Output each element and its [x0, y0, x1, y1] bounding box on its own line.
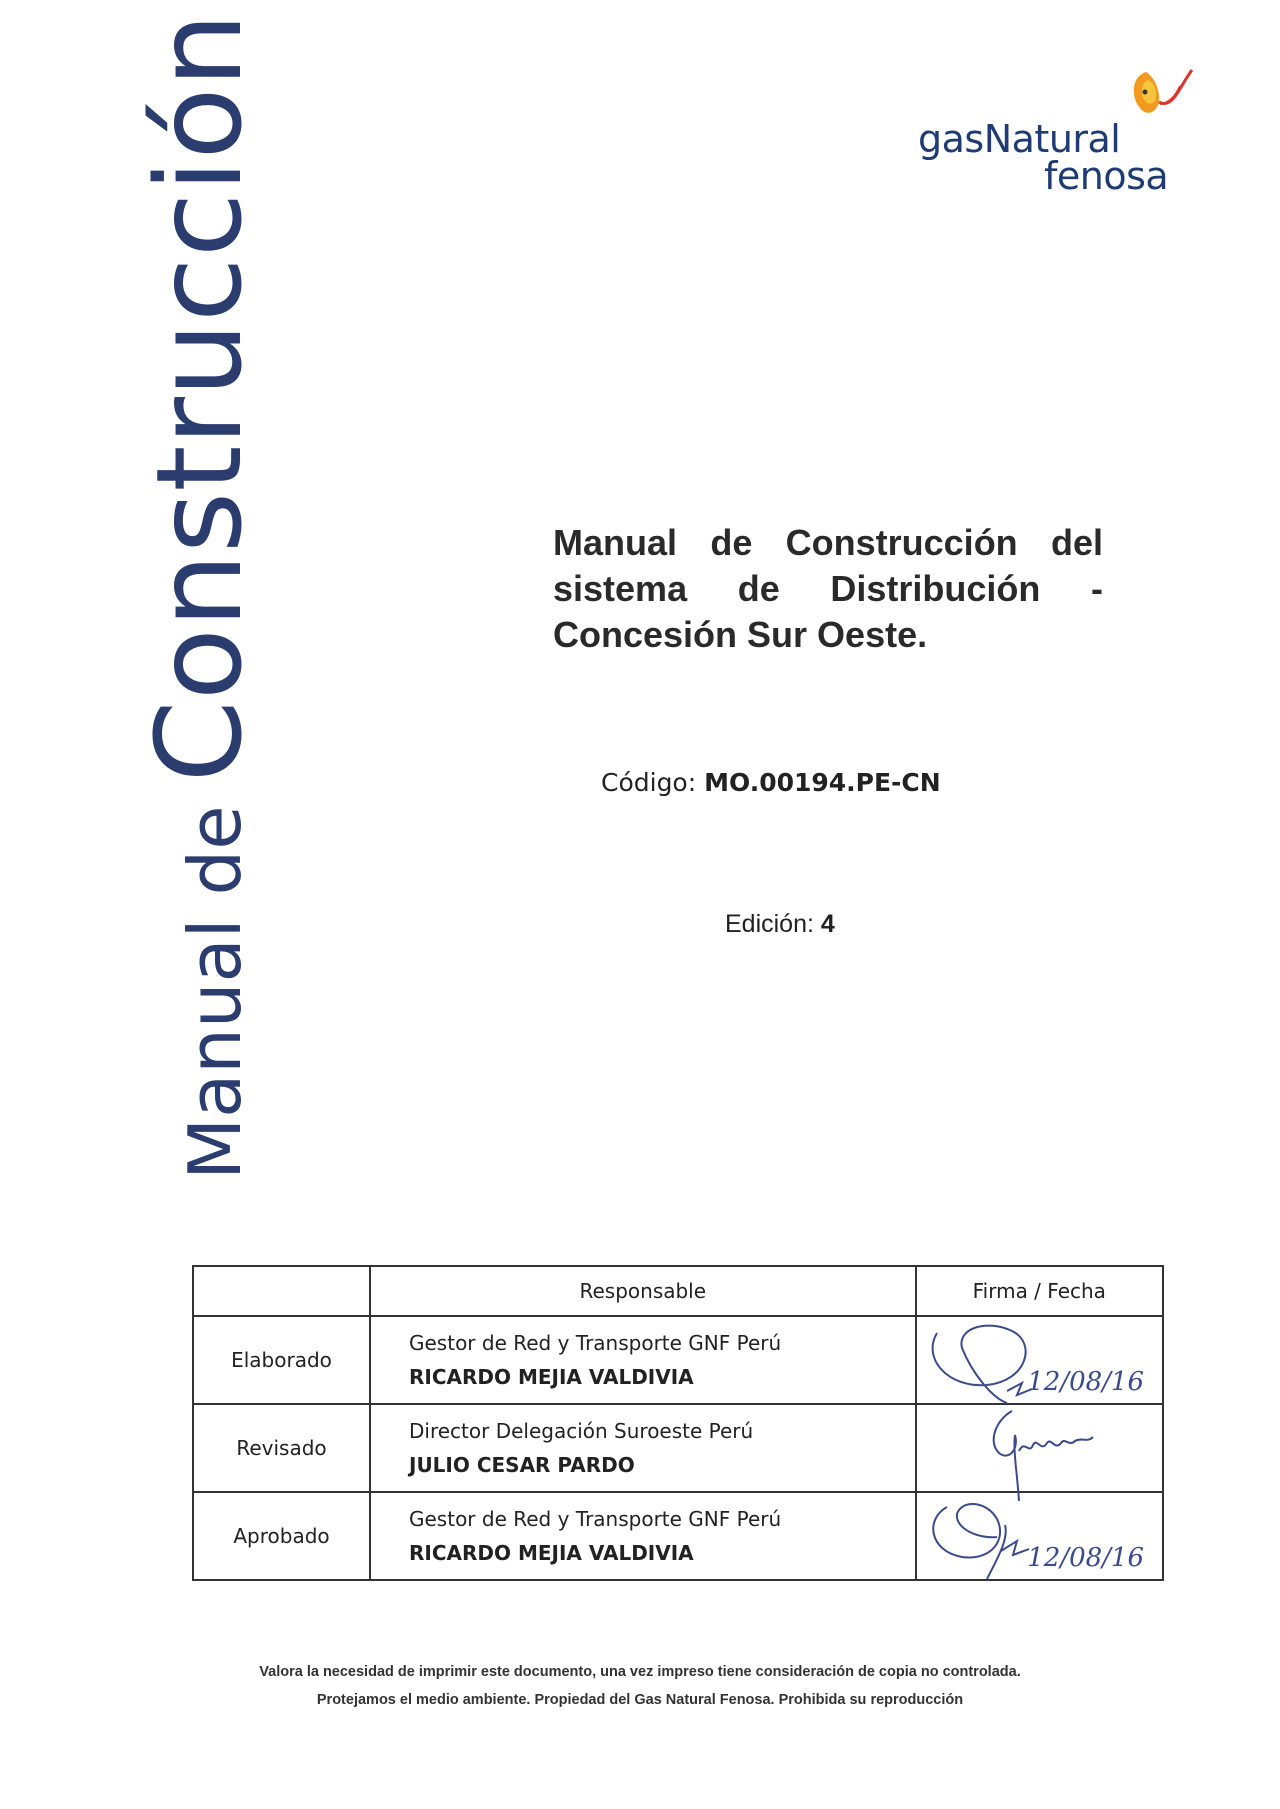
document-edition — [725, 910, 835, 939]
row-position: Director Delegación Suroeste Perú — [409, 1419, 754, 1443]
side-title-big: Construcción — [130, 12, 268, 783]
header-role — [193, 1266, 370, 1316]
title-line-3: Concesión Sur Oeste. — [553, 614, 928, 655]
header-signature: Firma / Fecha — [916, 1266, 1163, 1316]
row-name: RICARDO MEJIA VALDIVIA — [409, 1365, 694, 1389]
footer-notice-line-1: Valora la necesidad de imprimir este documento, una vez impreso tiene consideración de copia no controlada. — [259, 1664, 1021, 1680]
row-role: Revisado — [193, 1404, 370, 1492]
row-role: Elaborado — [193, 1316, 370, 1404]
row-date: 12/08/16 — [1027, 1367, 1144, 1397]
row-responsible — [370, 1316, 916, 1404]
document-title — [553, 520, 1103, 658]
edition-label: Edición: — [725, 910, 821, 938]
row-signature — [916, 1492, 1163, 1580]
logo-line2: fenosa — [1044, 154, 1169, 198]
code-value: MO.00194.PE-CN — [704, 768, 941, 797]
code-label: Código: — [601, 768, 705, 797]
side-title — [130, 12, 268, 1180]
row-name: RICARDO MEJIA VALDIVIA — [409, 1541, 694, 1565]
table-row — [193, 1492, 1163, 1580]
row-responsible — [370, 1404, 916, 1492]
company-logo — [918, 62, 1198, 202]
document-code — [601, 768, 941, 797]
logo-line1: gasNatural — [918, 117, 1121, 161]
side-title-small: Manual de — [173, 782, 257, 1180]
title-line-1: Manual de Construcción del — [553, 522, 1103, 563]
row-name: JULIO CESAR PARDO — [409, 1453, 635, 1477]
row-date: 12/08/16 — [1027, 1543, 1144, 1573]
row-position: Gestor de Red y Transporte GNF Perú — [409, 1331, 782, 1355]
row-position: Gestor de Red y Transporte GNF Perú — [409, 1507, 782, 1531]
row-role: Aprobado — [193, 1492, 370, 1580]
row-responsible — [370, 1492, 916, 1580]
edition-value: 4 — [820, 910, 835, 938]
footer-notice-line-2: Protejamos el medio ambiente. Propiedad del Gas Natural Fenosa. Prohibida su reproducción — [316, 1692, 964, 1708]
approvals-table — [192, 1265, 1164, 1581]
butterfly-icon — [1126, 62, 1196, 132]
title-line-2: sistema de Distribución - — [553, 568, 1103, 609]
header-responsible: Responsable — [370, 1266, 916, 1316]
